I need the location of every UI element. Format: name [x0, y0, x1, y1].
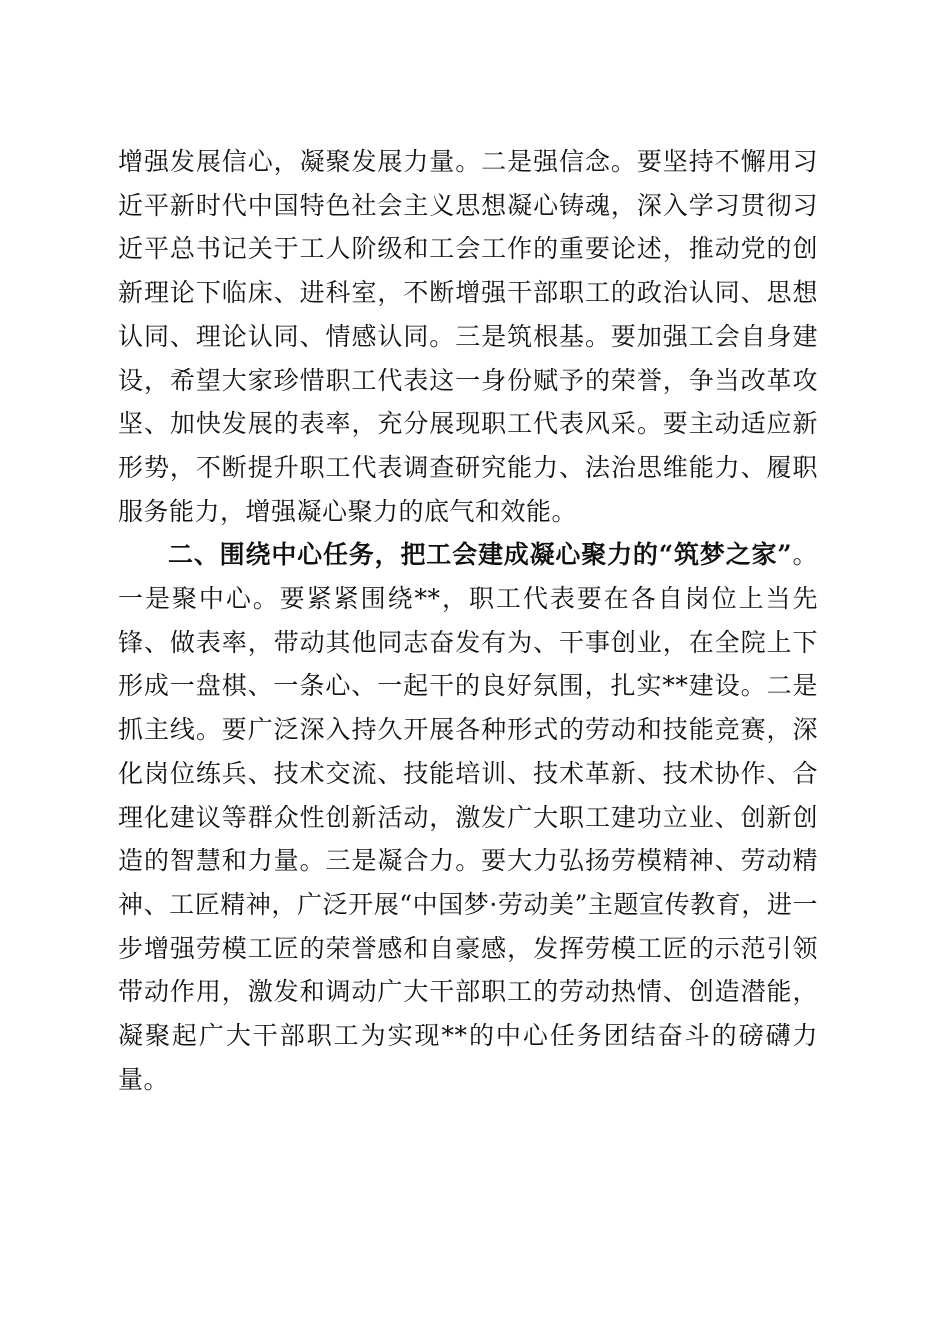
section-two-paragraph [118, 533, 818, 1101]
section-two-body: 。一是聚中心。要紧紧围绕**，职工代表要在各自岗位上当先锋、做表率，带动其他同志奋发有为、干事创业，在全院上下形成一盘棋、一条心、一起干的良好氛围，扎实**建设。二是抓主线。要广泛深入持久开展各种形式的劳动和技能竞赛，深化岗位练兵、技术交流、技能培训、技术革新、技术协作、合理化建议等群众性创新活动，激发广大职工建功立业、创新创造的智慧和力量。三是凝合力。要大力弘扬劳模精神、劳动精神、工匠精神，广泛开展“中国梦·劳动美”主题宣传教育，进一步增强劳模工匠的荣誉感和自豪感，发挥劳模工匠的示范引领带动作用，激发和调动广大干部职工的劳动热情、创造潜能，凝聚起广大干部职工为实现**的中心任务团结奋斗的磅礴力量。 [118, 540, 818, 1094]
section-two-heading: 二、围绕中心任务，把工会建成凝心聚力的“筑梦之家” [168, 540, 793, 570]
document-body [118, 140, 818, 1101]
paragraph-continuation: 增强发展信心，凝聚发展力量。二是强信念。要坚持不懈用习近平新时代中国特色社会主义思想凝心铸魂，深入学习贯彻习近平总书记关于工人阶级和工会工作的重要论述，推动党的创新理论下临床、进科室，不断增强干部职工的政治认同、思想认同、理论认同、情感认同。三是筑根基。要加强工会自身建设，希望大家珍惜职工代表这一身份赋予的荣誉，争当改革攻坚、加快发展的表率，充分展现职工代表风采。要主动适应新形势，不断提升职工代表调查研究能力、法治思维能力、履职服务能力，增强凝心聚力的底气和效能。 [118, 147, 818, 526]
